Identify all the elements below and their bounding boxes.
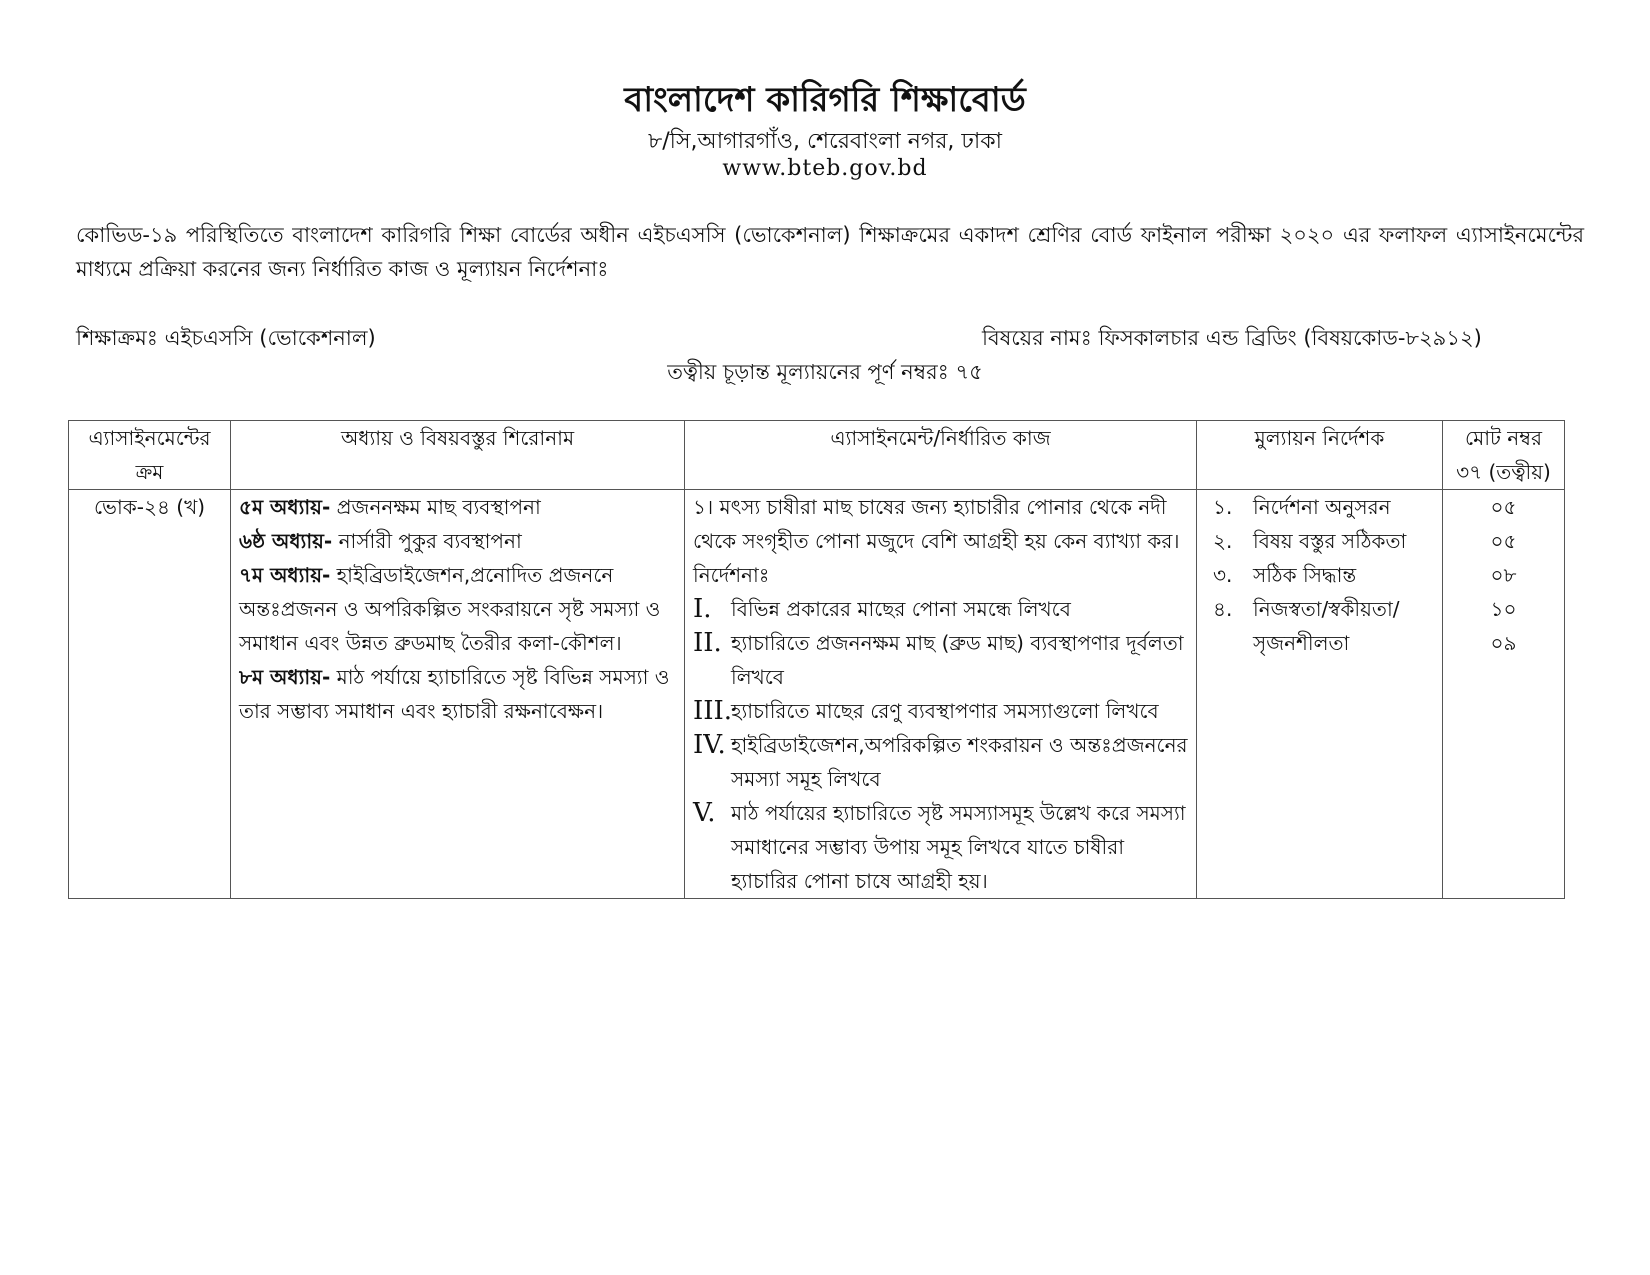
instruction-item (693, 626, 1188, 694)
instruction-number: IV. (693, 730, 726, 760)
marks-value: ০৫ (1490, 495, 1517, 519)
curriculum-label: শিক্ষাক্রমঃ এইচএসসি (ভোকেশনাল) (76, 326, 376, 350)
criteria-item (1205, 490, 1434, 524)
instruction-number: V. (693, 798, 716, 828)
marks-value: ০৫ (1490, 529, 1517, 553)
assignment-question: ১। মৎস্য চাষীরা মাছ চাষের জন্য হ্যাচারীর পোনার থেকে নদী থেকে সংগৃহীত পোনা মজুদে বেশি আগ্রহী হয় কেন ব্যাখ্যা কর। (693, 495, 1180, 553)
header-assignment: এ্যাসাইনমেন্ট/নির্ধারিত কাজ (685, 421, 1197, 490)
chapter-label: ৭ম অধ্যায়- (239, 563, 331, 587)
chapter-item (239, 524, 676, 558)
header-chapter: অধ্যায় ও বিষয়বস্তুর শিরোনাম (231, 421, 685, 490)
marks-value: ১০ (1490, 597, 1517, 621)
cell-assignment (685, 490, 1197, 899)
board-website: www.bteb.gov.bd (722, 156, 928, 181)
instruction-text: মাঠ পর্যায়ের হ্যাচারিতে সৃষ্ট সমস্যাসমূহ উল্লেখ করে সমস্যা সমাধানের সম্ভাব্য উপায় সমূহ লিখবে যাতে চাষীরা হ্যাচারির পোনা চাষে আগ্রহী হয়। (731, 801, 1186, 893)
criteria-number: ৪. (1213, 597, 1233, 621)
cell-serial: ভোক-২৪ (খ) (69, 490, 231, 899)
header-serial: এ্যাসাইনমেন্টের ক্রম (69, 421, 231, 490)
chapter-text: হাইব্রিডাইজেশন,প্রনোদিত প্রজননে অন্তঃপ্রজনন ও অপরিকল্পিত সংকরায়নে সৃষ্ট সমস্যা ও সমাধান এবং উন্নত ব্রুডমাছ তৈরীর কলা-কৌশল। (239, 563, 661, 655)
criteria-item (1205, 558, 1434, 592)
chapter-item (239, 490, 676, 524)
header-criteria: মুল্যায়ন নির্দেশক (1197, 421, 1443, 490)
instruction-number: III. (693, 696, 733, 726)
criteria-item (1205, 524, 1434, 558)
instruction-item (693, 592, 1188, 626)
chapter-item (239, 660, 676, 728)
criteria-text: বিষয় বস্তুর সঠিকতা (1253, 529, 1407, 553)
header-marks: মোট নম্বর ৩৭ (তত্বীয়) (1443, 421, 1565, 490)
instruction-text: হাইব্রিডাইজেশন,অপরিকল্পিত শংকরায়ন ও অন্তঃপ্রজননের সমস্যা সমূহ লিখবে (731, 733, 1188, 791)
criteria-text: সঠিক সিদ্ধান্ত (1253, 563, 1357, 587)
instruction-text: হ্যাচারিতে প্রজননক্ষম মাছ (ব্রুড মাছ) ব্যবস্থাপণার দূর্বলতা লিখবে (731, 631, 1184, 689)
cell-chapters (231, 490, 685, 899)
cell-marks (1443, 490, 1565, 899)
chapter-label: ৫ম অধ্যায়- (239, 495, 331, 519)
chapter-text: মাঠ পর্যায়ে হ্যাচারিতে সৃষ্ট বিভিন্ন সমস্যা ও তার সম্ভাব্য সমাধান এবং হ্যাচারী রক্ষনাবেক্ষন। (239, 665, 670, 723)
chapter-text: নার্সারী পুকুর ব্যবস্থাপনা (332, 529, 522, 553)
criteria-number: ৩. (1213, 563, 1233, 587)
criteria-text: নিজস্বতা/স্বকীয়তা/ সৃজনশীলতা (1253, 597, 1400, 655)
instruction-text: হ্যাচারিতে মাছের রেণু ব্যবস্থাপণার সমস্যাগুলো লিখবে (731, 699, 1159, 723)
criteria-item (1205, 592, 1434, 660)
instruction-item (693, 796, 1188, 898)
table-row (69, 490, 1565, 899)
marks-value: ০৮ (1490, 563, 1517, 587)
chapter-item (239, 558, 676, 660)
subject-label: বিষয়ের নামঃ ফিসকালচার এন্ড ব্রিডিং (বিষয়কোড-৮২৯১২) (982, 326, 1482, 350)
chapter-text: প্রজননক্ষম মাছ ব্যবস্থাপনা (330, 495, 541, 519)
criteria-number: ২. (1213, 529, 1233, 553)
cell-criteria (1197, 490, 1443, 899)
instruction-text: বিভিন্ন প্রকারের মাছের পোনা সমন্ধে লিখবে (731, 597, 1071, 621)
board-address: ৮/সি,আগারগাঁও, শেরেবাংলা নগর, ঢাকা (647, 129, 1003, 154)
criteria-number: ১. (1213, 495, 1233, 519)
instruction-number: II. (693, 628, 722, 658)
intro-paragraph: কোভিড-১৯ পরিস্থিতিতে বাংলাদেশ কারিগরি শিক্ষা বোর্ডের অধীন এইচএসসি (ভোকেশনাল) শিক্ষাক্রমের একাদশ শ্রেণির বোর্ড ফাইনাল পরীক্ষা ২০২০ এর ফলাফল এ্যাসাইনমেন্টের মাধ্যমে প্রক্রিয়া করনের জন্য নির্ধারিত কাজ ও মূল্যায়ন নির্দেশনাঃ (76, 223, 1584, 281)
assignment-table (68, 420, 1565, 899)
page-title: বাংলাদেশ কারিগরি শিক্ষাবোর্ড (624, 80, 1026, 120)
instructions-label: নির্দেশনাঃ (693, 563, 770, 587)
chapter-label: ৬ষ্ঠ অধ্যায়- (239, 529, 333, 553)
chapter-label: ৮ম অধ্যায়- (239, 665, 331, 689)
criteria-text: নির্দেশনা অনুসরন (1253, 495, 1391, 519)
marks-value: ০৯ (1490, 631, 1517, 655)
full-marks-label: তত্বীয় চূড়ান্ত মূল্যায়নের পূর্ণ নম্বরঃ ৭৫ (667, 360, 983, 384)
instruction-number: I. (693, 594, 712, 624)
instruction-item (693, 694, 1188, 728)
instruction-item (693, 728, 1188, 796)
table-header-row (69, 421, 1565, 490)
